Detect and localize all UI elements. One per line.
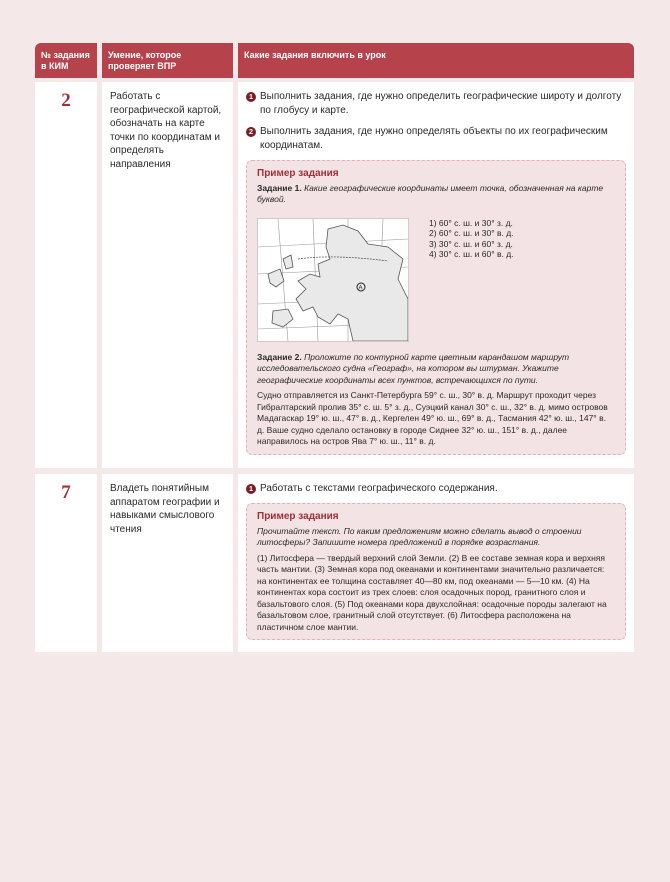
task2-text: Судно отправляется из Санкт-Петербурга 59° с. ш., 30° в. д. Маршрут проходит через Гибралтарский пролив 35° с. ш. 5° з. д., Суэцкий канал 30° с. ш., 32° в. д. мимо островов Мадагаскар 19° ю. ш., 47° в. д., Кергелен 49° ю. ш., 69° в. д., Тасмания 42° ю. ш., 147° в. д. Ваше судно сделало остановку в городе Сиднее 32° ю. ш., 151° в. д., далее направилось на остров Ява 7° ю. ш., 11° в. д. (257, 390, 608, 446)
example-question: Прочитайте текст. По каким предложениям можно сделать вывод о строении литосферы? Запишите номера предложений в порядке возрастания. (257, 525, 582, 547)
task-item (246, 125, 626, 153)
header-skill: Умение, которое проверяет ВПР (102, 43, 233, 78)
task2-question: Проложите по контурной карте цветным карандашом маршрут исследовательского судна «Географ», на котором вы штурман. Укажите географические координаты всех пунктов, встречающихся по пути. (257, 351, 570, 385)
answer-options (429, 218, 514, 342)
task-item (246, 90, 626, 118)
row-skill: Владеть понятийным аппаратом географии и навыками смыслового чтения (102, 474, 233, 652)
option-item: 4) 30° с. ш. и 60° в. д. (429, 249, 514, 259)
task2-label: Задание 2. (257, 351, 302, 362)
number-badge-icon: 2 (246, 127, 256, 137)
example-box (246, 160, 626, 455)
option-item: 1) 60° с. ш. и 30° з. д. (429, 217, 513, 228)
task1-question: Какие географические координаты имеет точка, обозначенная на карте буквой. (257, 182, 604, 204)
option-item: 2) 60° с. ш. и 30° в. д. (429, 228, 514, 238)
header-tasks: Какие задания включить в урок (238, 43, 634, 78)
example-text: (1) Литосфера — твердый верхний слой Земли. (2) В ее составе земная кора и верхняя часть мантии. (3) Земная кора под океанами и континентами значительно различается: на континентах ее толщина составляет 40—80 км, под океанами — 5—10 км. (4) На континентах кора состоит из трех слоев: слоя осадочных пород, гранитного слоя и базальтового слоя. (5) Под океанами кора двухслойная: осадочные породы залегают на базальтовом слое, гранитный слой отсутствует. (6) Литосфера расположена на пластичном слое мантии. (257, 552, 607, 632)
task-text: Выполнить задания, где нужно определить географические широту и долготу по глобусу и карте. (260, 91, 622, 116)
example-box (246, 503, 626, 640)
europe-map-image (257, 218, 409, 342)
row-tasks (238, 82, 634, 468)
task-text: Работать с текстами географического содержания. (260, 483, 498, 494)
row-tasks (238, 474, 634, 652)
example-title: Пример задания (257, 168, 339, 179)
example-title: Пример задания (257, 511, 339, 522)
number-badge-icon: 1 (246, 92, 256, 102)
row-number: 2 (35, 82, 97, 468)
task-text: Выполнить задания, где нужно определять объекты по их географическим координатам. (260, 126, 608, 151)
row-number: 7 (35, 474, 97, 652)
number-badge-icon: 1 (246, 484, 256, 494)
task-item (246, 482, 626, 496)
task1-label: Задание 1. (257, 182, 302, 193)
row-skill: Работать с географической картой, обозначать на карте точки по координатам и определять направления (102, 82, 233, 468)
map-outline-icon (258, 219, 408, 341)
map-point-label: А (358, 285, 363, 291)
header-kim-number: № задания в КИМ (35, 43, 97, 78)
option-item: 3) 30° с. ш. и 60° з. д. (429, 238, 513, 249)
